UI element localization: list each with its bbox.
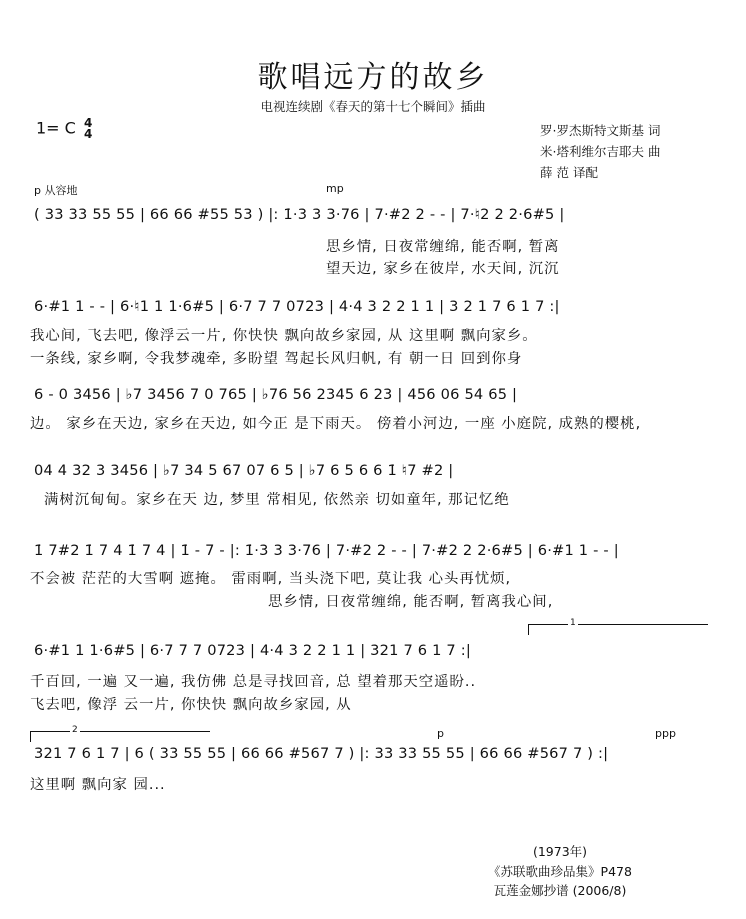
lyric-line: 望天边, 家乡在彼岸, 水天间, 沉沉 xyxy=(326,261,560,277)
lyric-line: 边。 家乡在天边, 家乡在天边, 如今正 是下雨天。 傍着小河边, 一座 小庭院, 成熟的樱桃, xyxy=(30,416,642,432)
lyricist-credit: 罗·罗杰斯特文斯基 词 xyxy=(540,123,661,138)
key-signature xyxy=(36,118,92,140)
lyric-line: 不会被 茫茫的大雪啊 遮掩。 雷雨啊, 当头浇下吧, 莫让我 心头再忧烦, xyxy=(30,571,512,587)
lyric-line: 一条线, 家乡啊, 令我梦魂牵, 多盼望 驾起长风归帆, 有 朝一日 回到你身 xyxy=(30,351,523,367)
dynamic-marking: p xyxy=(437,727,444,740)
notation-line: 1̇ 7#2 1̇ 7 4 1̇ 7 4 | 1̇ - 7 - |: 1̇·3 3 3·76 | 7·#2 2 - - | 7·#2 2 2·6#5 | 6·#1 1 - - | xyxy=(34,542,619,559)
lyric-line: 我心间, 飞去吧, 像浮云一片, 你快快 飘向故乡家园, 从 这里啊 飘向家乡。 xyxy=(30,328,538,344)
footer-source: 《苏联歌曲珍品集》P478 xyxy=(488,864,632,879)
time-signature xyxy=(84,118,92,140)
composer-credit: 米·塔利维尔吉耶夫 曲 xyxy=(540,144,661,159)
lyric-line: 满树沉甸甸。家乡在天 边, 梦里 常相见, 依然亲 切如童年, 那记忆绝 xyxy=(44,492,510,508)
song-title: 歌唱远方的故乡 xyxy=(257,60,489,95)
song-subtitle: 电视连续剧《春天的第十七个瞬间》插曲 xyxy=(260,99,486,114)
lyric-line: 思乡情, 日夜常缠绵, 能否啊, 暂离我心间, xyxy=(268,594,554,610)
first-ending-number: 1 xyxy=(570,618,576,628)
dynamic-marking: mp xyxy=(326,182,344,195)
time-top: 4 xyxy=(83,116,93,130)
notation-line: 321 7 6 1 7 | 6 ( 33 55 55 | 66 66 #567 7 ) |: 33 33 55 55 | 66 66 #567 7 ) :| xyxy=(34,745,609,762)
lyric-line: 千百回, 一遍 又一遍, 我仿佛 总是寻找回音, 总 望着那天空遥盼.. xyxy=(30,674,477,690)
footer-copyist: 瓦莲金娜抄谱 (2006/8) xyxy=(493,883,627,898)
dynamic-marking: p 从容地 xyxy=(34,184,78,197)
notation-line: 6·#1 1 - - | 6·♮1 1 1·6#5 | 6·7 7 7 0723 | 4·4 3 2 2 1 1 | 3 2 1 7 6 1 7 :| xyxy=(34,298,560,315)
notation-line: 04 4 32 3 3456 | ♭7 34 5 67 07 6 5 | ♭7 6 5 6 6 1̇ ♮7 #2 | xyxy=(34,462,454,479)
notation-line: 6·#1 1 1·6#5 | 6·7 7 7 0723 | 4·4 3 2 2 1 1 | 321 7 6 1 7 :| xyxy=(34,642,471,659)
first-ending-bracket xyxy=(528,618,708,628)
lyric-line: 思乡情, 日夜常缠绵, 能否啊, 暂离 xyxy=(326,239,560,255)
lyric-line: 飞去吧, 像浮 云一片, 你快快 飘向故乡家园, 从 xyxy=(30,697,352,713)
dynamic-marking: ppp xyxy=(655,727,676,740)
footer-year: (1973年) xyxy=(532,844,588,859)
second-ending-number: 2 xyxy=(72,725,78,735)
key-label: 1= C xyxy=(36,118,76,138)
second-ending-bracket xyxy=(30,725,210,735)
translator-credit: 薛 范 译配 xyxy=(540,165,598,180)
time-bottom: 4 xyxy=(83,127,93,141)
notation-line: ( 33 33 55 55 | 66 66 #55 53 ) |: 1̇·3 3 3·76 | 7·#2 2 - - | 7·♮2 2 2·6#5 | xyxy=(34,206,565,223)
notation-line: 6 - 0 3456 | ♭7 3456 7 0 765 | ♭76 56 2345 6 23 | 456 06 54 65 | xyxy=(34,386,518,403)
lyric-line: 这里啊 飘向家 园... xyxy=(30,777,166,793)
